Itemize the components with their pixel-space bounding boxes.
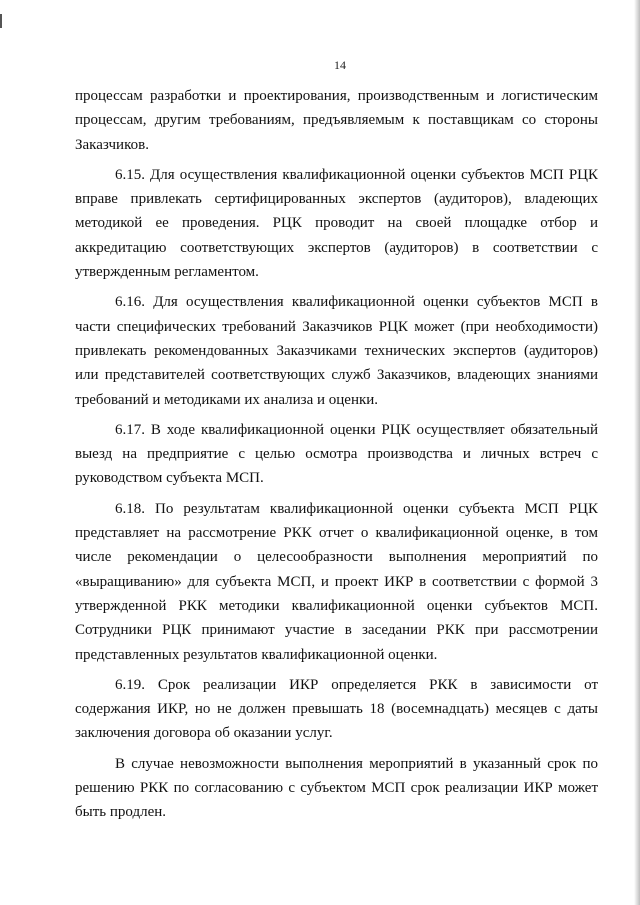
scan-edge-mark [0, 14, 2, 28]
paragraph-extension: В случае невозможности выполнения мероприятий в указанный срок по решению РКК по согласованию с субъектом МСП срок реализации ИКР может быть продлен. [75, 755, 598, 821]
paragraph-6-17: 6.17. В ходе квалификационной оценки РЦК осуществляет обязательный выезд на предприятие с целью осмотра производства и личных встреч с руководством субъекта МСП. [75, 421, 598, 487]
scan-page-edge [634, 0, 640, 905]
paragraph-6-19: 6.19. Срок реализации ИКР определяется РКК в зависимости от содержания ИКР, но не должен превышать 18 (восемнадцать) месяцев с даты заключения договора об оказании услуг. [75, 676, 598, 742]
paragraph-6-15: 6.15. Для осуществления квалификационной оценки субъектов МСП РЦК вправе привлекать сертифицированных экспертов (аудиторов), владеющих методикой ее проведения. РЦК проводит на своей площадке отбор и аккредитацию соответствующих экспертов (аудиторов) в соответствии с утвержденным регламентом. [75, 166, 598, 281]
paragraph-6-18: 6.18. По результатам квалификационной оценки субъекта МСП РЦК представляет на рассмотрение РКК отчет о квалификационной оценке, в том числе рекомендации о целесообразности выполнения мероприятий по «выращиванию» для субъекта МСП, и проект ИКР в соответствии с формой 3 утвержденной РКК методики квалификационной оценки субъектов МСП. Сотрудники РЦК принимают участие в заседании РКК при рассмотрении представленных результатов квалификационной оценки. [75, 500, 598, 663]
body-text [75, 84, 598, 831]
page-number: 14 [334, 58, 346, 72]
paragraph-6-16: 6.16. Для осуществления квалификационной оценки субъектов МСП в части специфических требований Заказчиков РЦК может (при необходимости) привлекать рекомендованных Заказчиками технических экспертов (аудиторов) или представителей соответствующих служб Заказчиков, владеющих знаниями требований и методиками их анализа и оценки. [75, 294, 598, 408]
paragraph-continued: процессам разработки и проектирования, производственным и логистическим процессам, другим требованиям, предъявляемым к поставщикам со стороны Заказчиков. [75, 88, 598, 153]
